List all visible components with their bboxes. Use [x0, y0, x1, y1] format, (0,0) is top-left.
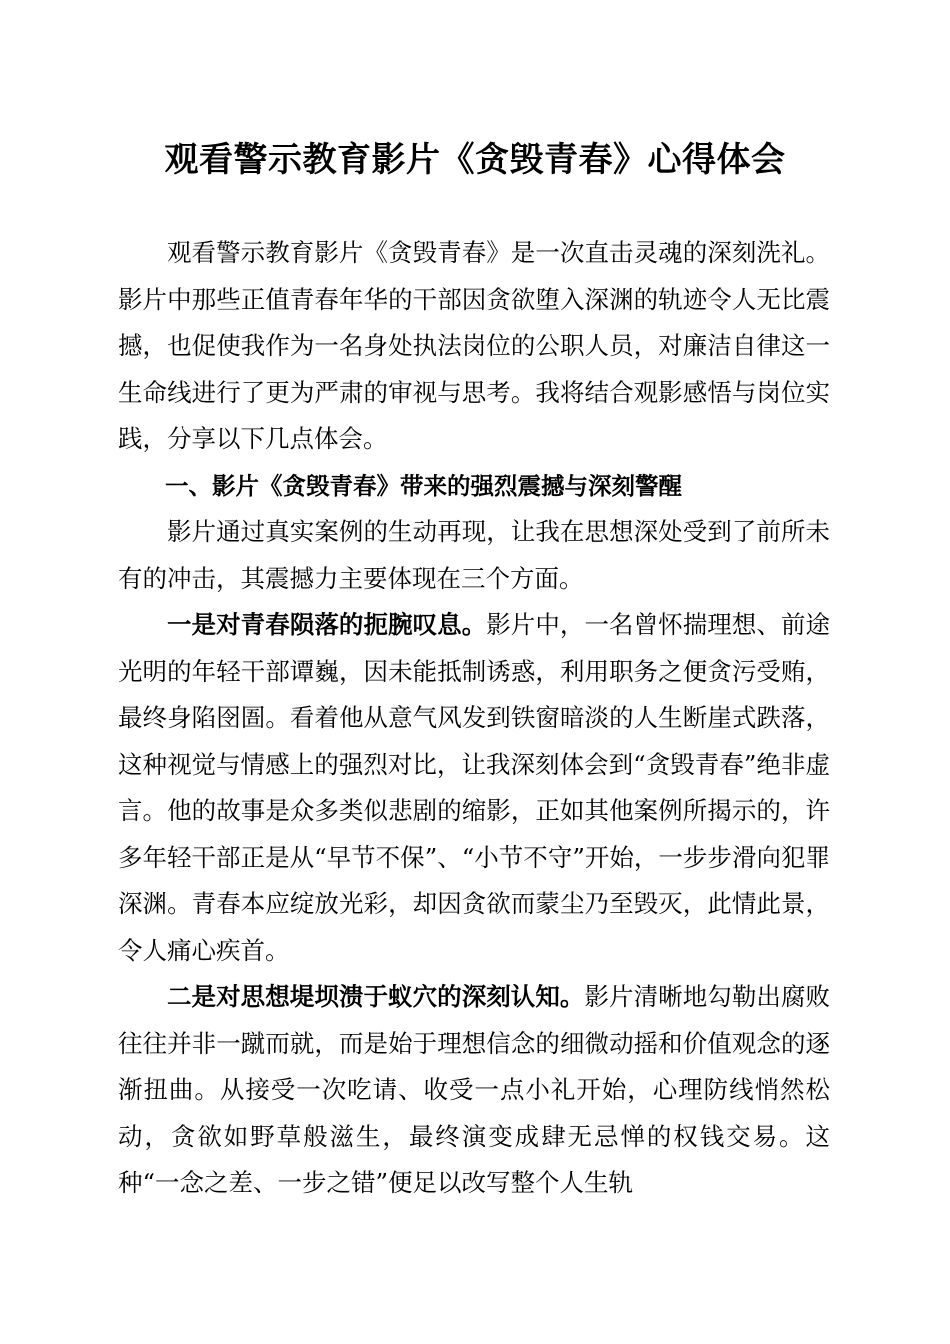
point-two-text: 影片清晰地勾勒出腐败往往并非一蹴而就，而是始于理想信念的细微动摇和价值观念的逐渐扭曲。从接受一次吃请、收受一点小礼开始，心理防线悄然松动，贪欲如野草般滋生，最终演变成肆无忌惮的权钱交易。这种“一念之差、一步之错”便足以改写整个人生轨 — [118, 982, 831, 1197]
section-heading: 一、影片《贪毁青春》带来的强烈震撼与深刻警醒 — [165, 471, 682, 500]
document-title: 观看警示教育影片《贪毁青春》心得体会 — [164, 140, 786, 180]
section-intro-paragraph: 影片通过真实案例的生动再现，让我在思想深处受到了前所未有的冲击，其震撼力主要体现在三个方面。 — [118, 517, 830, 593]
point-one-lead: 一是对青春陨落的扼腕叹息。 — [167, 610, 487, 639]
intro-paragraph: 观看警示教育影片《贪毁青春》是一次直击灵魂的深刻洗礼。影片中那些正值青春年华的干部因贪欲堕入深渊的轨迹令人无比震撼，也促使我作为一名身处执法岗位的公职人员，对廉洁自律这一生命线进行了更为严肃的审视与思考。我将结合观影感悟与岗位实践，分享以下几点体会。 — [118, 238, 830, 453]
point-one-paragraph — [118, 602, 830, 974]
point-one-text: 影片中，一名曾怀揣理想、前途光明的年轻干部谭巍，因未能抵制诱惑，利用职务之便贪污受贿，最终身陷囹圄。看着他从意气风发到铁窗暗淡的人生断崖式跌落，这种视觉与情感上的强烈对比，让我深刻体会到“贪毁青春”绝非虚言。他的故事是众多类似悲剧的缩影，正如其他案例所揭示的，许多年轻干部正是从“早节不保”、“小节不守”开始，一步步滑向犯罪深渊。青春本应绽放光彩，却因贪欲而蒙尘乃至毁灭，此情此景，令人痛心疾首。 — [118, 610, 830, 965]
point-two-lead: 二是对思想堤坝溃于蚁穴的深刻认知。 — [167, 982, 585, 1011]
point-two-paragraph — [118, 974, 830, 1207]
document-body — [118, 230, 830, 1207]
